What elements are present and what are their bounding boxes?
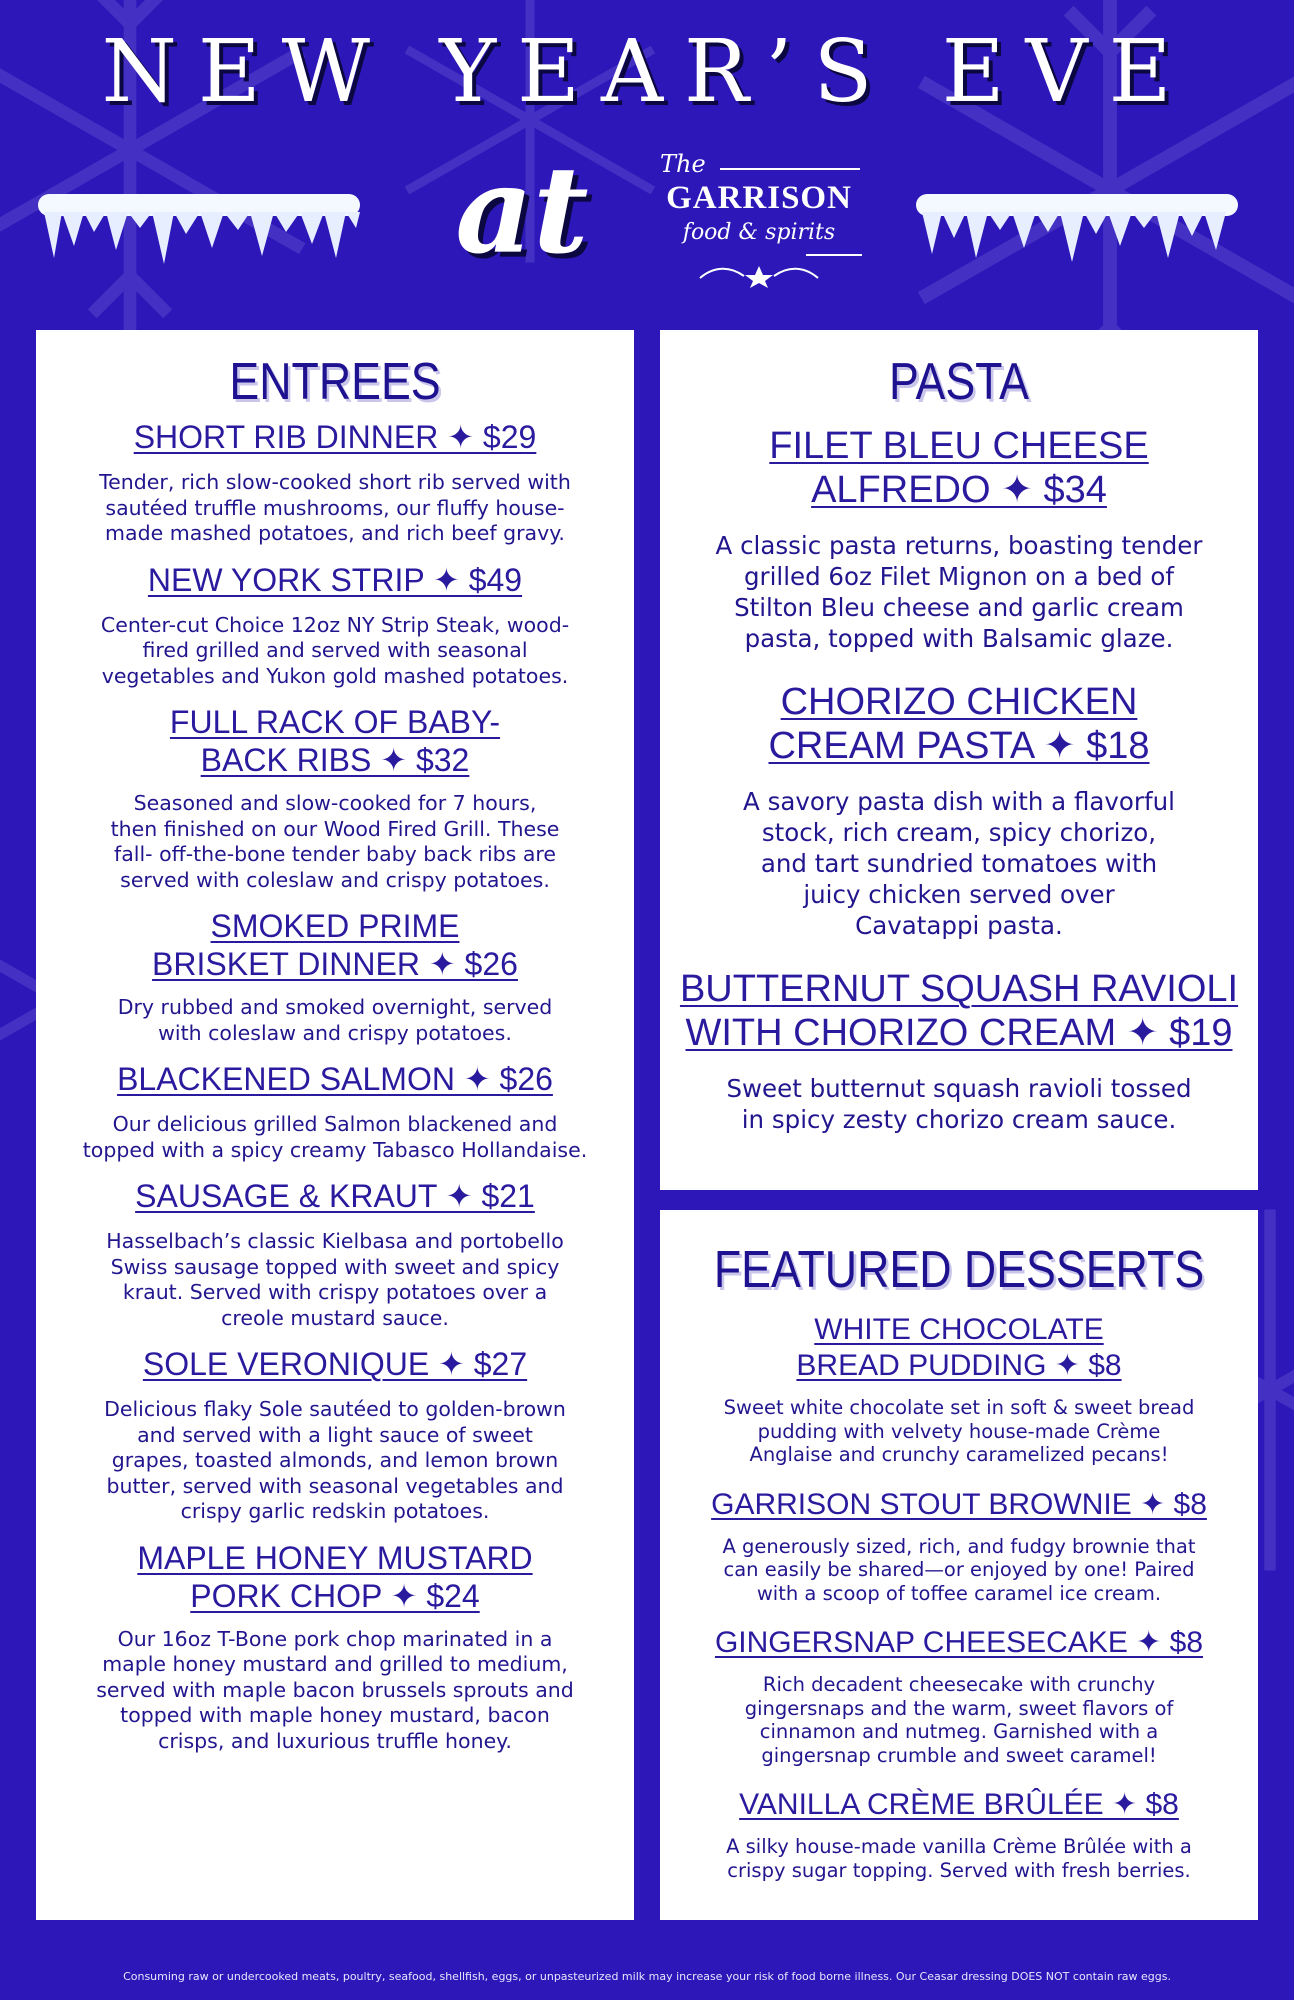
logo-rule — [806, 254, 862, 256]
item-description: Seasoned and slow-cooked for 7 hours, then finished on our Wood Fired Grill. These fall- off-the-bone tender baby back ribs are served with coleslaw and crispy potatoes. — [110, 791, 560, 892]
item-title-line: BACK RIBS ✦ $32 — [200, 742, 470, 778]
item-title-line: WITH CHORIZO CREAM ✦ $19 — [685, 1012, 1233, 1054]
logo-tagline: food & spirits — [682, 220, 836, 245]
item-title-line: SHORT RIB DINNER ✦ $29 — [133, 419, 537, 455]
item-title-line: BREAD PUDDING ✦ $8 — [796, 1349, 1122, 1382]
logo-name: GARRISON — [666, 180, 852, 216]
item-title-line: BUTTERNUT SQUASH RAVIOLI — [679, 968, 1239, 1010]
headline: NEW YEAR’S EVE — [101, 22, 1193, 122]
logo-rule — [720, 168, 860, 170]
item-title — [660, 1312, 1258, 1384]
item-description: Our 16oz T-Bone pork chop marinated in a maple honey mustard and grilled to medium, served with maple bacon brussels sprouts and topped with maple honey mustard, bacon crisps, and luxurious truffle honey. — [96, 1626, 574, 1753]
section-title-pasta: PASTA — [889, 353, 1029, 411]
item-title — [660, 680, 1258, 768]
item-title-line: SOLE VERONIQUE ✦ $27 — [142, 1346, 528, 1382]
footer-disclaimer: Consuming raw or undercooked meats, poultry, seafood, shellfish, eggs, or unpasteurized milk may increase your risk of food borne illness. Our Ceasar dressing DOES NOT contain raw eggs. — [123, 1970, 1171, 1983]
item-title-line: NEW YORK STRIP ✦ $49 — [147, 561, 523, 598]
flourish-star-icon — [696, 264, 822, 288]
menu-item — [36, 1539, 634, 1755]
item-title — [36, 907, 634, 983]
menu-item — [36, 1345, 634, 1525]
item-title — [660, 1625, 1258, 1661]
item-title-line: BLACKENED SALMON ✦ $26 — [117, 1061, 553, 1097]
item-description: Our delicious grilled Salmon blackened and topped with a spicy creamy Tabasco Hollandaise. — [82, 1112, 588, 1162]
item-description: A silky house-made vanilla Crème Brûlée with a crispy sugar topping. Served with fresh berries. — [726, 1835, 1192, 1882]
item-title — [660, 1787, 1258, 1823]
menu-item — [660, 1487, 1258, 1606]
section-title-desserts: FEATURED DESSERTS — [713, 1241, 1205, 1299]
item-title-line: FILET BLEU CHEESE — [769, 425, 1149, 467]
item-title-line: MAPLE HONEY MUSTARD — [137, 1539, 533, 1576]
item-title — [36, 703, 634, 779]
item-description: A classic pasta returns, boasting tender grilled 6oz Filet Mignon on a bed of Stilton Bleu cheese and garlic cream pasta, topped with Balsamic glaze. — [715, 531, 1203, 653]
item-title — [36, 1177, 634, 1215]
item-title-line: GARRISON STOUT BROWNIE ✦ $8 — [711, 1487, 1207, 1521]
item-title-line: VANILLA CRÈME BRÛLÉE ✦ $8 — [739, 1788, 1179, 1821]
item-title — [36, 561, 634, 599]
logo-the: The — [660, 150, 706, 178]
item-description: Delicious flaky Sole sautéed to golden-brown and served with a light sauce of sweet grapes, toasted almonds, and lemon brown butter, served with seasonal vegetables and crispy garlic redskin potatoes. — [104, 1397, 566, 1523]
item-description: A generously sized, rich, and fudgy brownie that can easily be shared—or enjoyed by one! Paired with a scoop of toffee caramel ice cream. — [722, 1534, 1196, 1605]
menu-item — [36, 561, 634, 690]
item-title — [36, 1345, 634, 1383]
icicles-right-icon — [912, 188, 1242, 278]
item-description: Sweet white chocolate set in soft & sweet bread pudding with velvety house-made Crème Anglaise and crunchy caramelized pecans! — [723, 1396, 1195, 1466]
at-word: at — [455, 140, 589, 281]
item-title — [36, 1060, 634, 1098]
item-title — [660, 1487, 1258, 1523]
menu-item — [36, 418, 634, 547]
item-title-line: PORK CHOP ✦ $24 — [190, 1577, 480, 1614]
pasta-card — [660, 330, 1258, 1190]
item-title-line: ALFREDO ✦ $34 — [811, 469, 1107, 511]
item-title-line: CREAM PASTA ✦ $18 — [768, 725, 1150, 767]
item-description: Rich decadent cheesecake with crunchy gingersnaps and the warm, sweet flavors of cinnamon and nutmeg. Garnished with a gingersnap crumble and sweet caramel! — [744, 1673, 1174, 1767]
garrison-logo — [656, 148, 862, 298]
item-title-line: SAUSAGE & KRAUT ✦ $21 — [135, 1178, 535, 1214]
item-description: Dry rubbed and smoked overnight, served with coleslaw and crispy potatoes. — [117, 995, 553, 1045]
menu-item — [660, 424, 1258, 654]
menu-item — [36, 1177, 634, 1331]
menu-item — [660, 967, 1258, 1135]
item-title-line: CHORIZO CHICKEN — [780, 681, 1138, 723]
item-title — [36, 418, 634, 456]
item-description: A savory pasta dish with a flavorful stock, rich cream, spicy chorizo, and tart sundried tomatoes with juicy chicken served over Cavatappi pasta. — [743, 787, 1175, 940]
item-title-line: GINGERSNAP CHEESECAKE ✦ $8 — [714, 1626, 1204, 1659]
item-description: Center-cut Choice 12oz NY Strip Steak, wood- fired grilled and served with seasonal vegetables and Yukon gold mashed potatoes. — [100, 612, 570, 688]
desserts-card — [660, 1210, 1258, 1920]
menu-item — [660, 680, 1258, 941]
item-title — [36, 1539, 634, 1615]
item-title-line: SMOKED PRIME — [210, 908, 460, 944]
item-title-line: BRISKET DINNER ✦ $26 — [152, 946, 518, 982]
menu-item — [660, 1787, 1258, 1882]
menu-item — [660, 1625, 1258, 1767]
item-description: Sweet butternut squash ravioli tossed in spicy zesty chorizo cream sauce. — [726, 1074, 1192, 1134]
icicles-left-icon — [34, 188, 364, 278]
item-title — [660, 967, 1258, 1055]
section-title-entrees: ENTREES — [229, 353, 441, 411]
item-title — [660, 424, 1258, 512]
item-title-line: FULL RACK OF BABY- — [169, 704, 501, 740]
item-description: Tender, rich slow-cooked short rib served with sautéed truffle mushrooms, our fluffy house- made mashed potatoes, and rich beef gravy. — [99, 470, 571, 545]
entrees-card — [36, 330, 634, 1920]
item-description: Hasselbach’s classic Kielbasa and portobello Swiss sausage topped with sweet and spicy kraut. Served with crispy potatoes over a creole mustard sauce. — [106, 1229, 564, 1330]
menu-item — [36, 703, 634, 893]
menu-item — [660, 1312, 1258, 1467]
menu-item — [36, 907, 634, 1046]
item-title-line: WHITE CHOCOLATE — [814, 1313, 1104, 1346]
menu-item — [36, 1060, 634, 1163]
